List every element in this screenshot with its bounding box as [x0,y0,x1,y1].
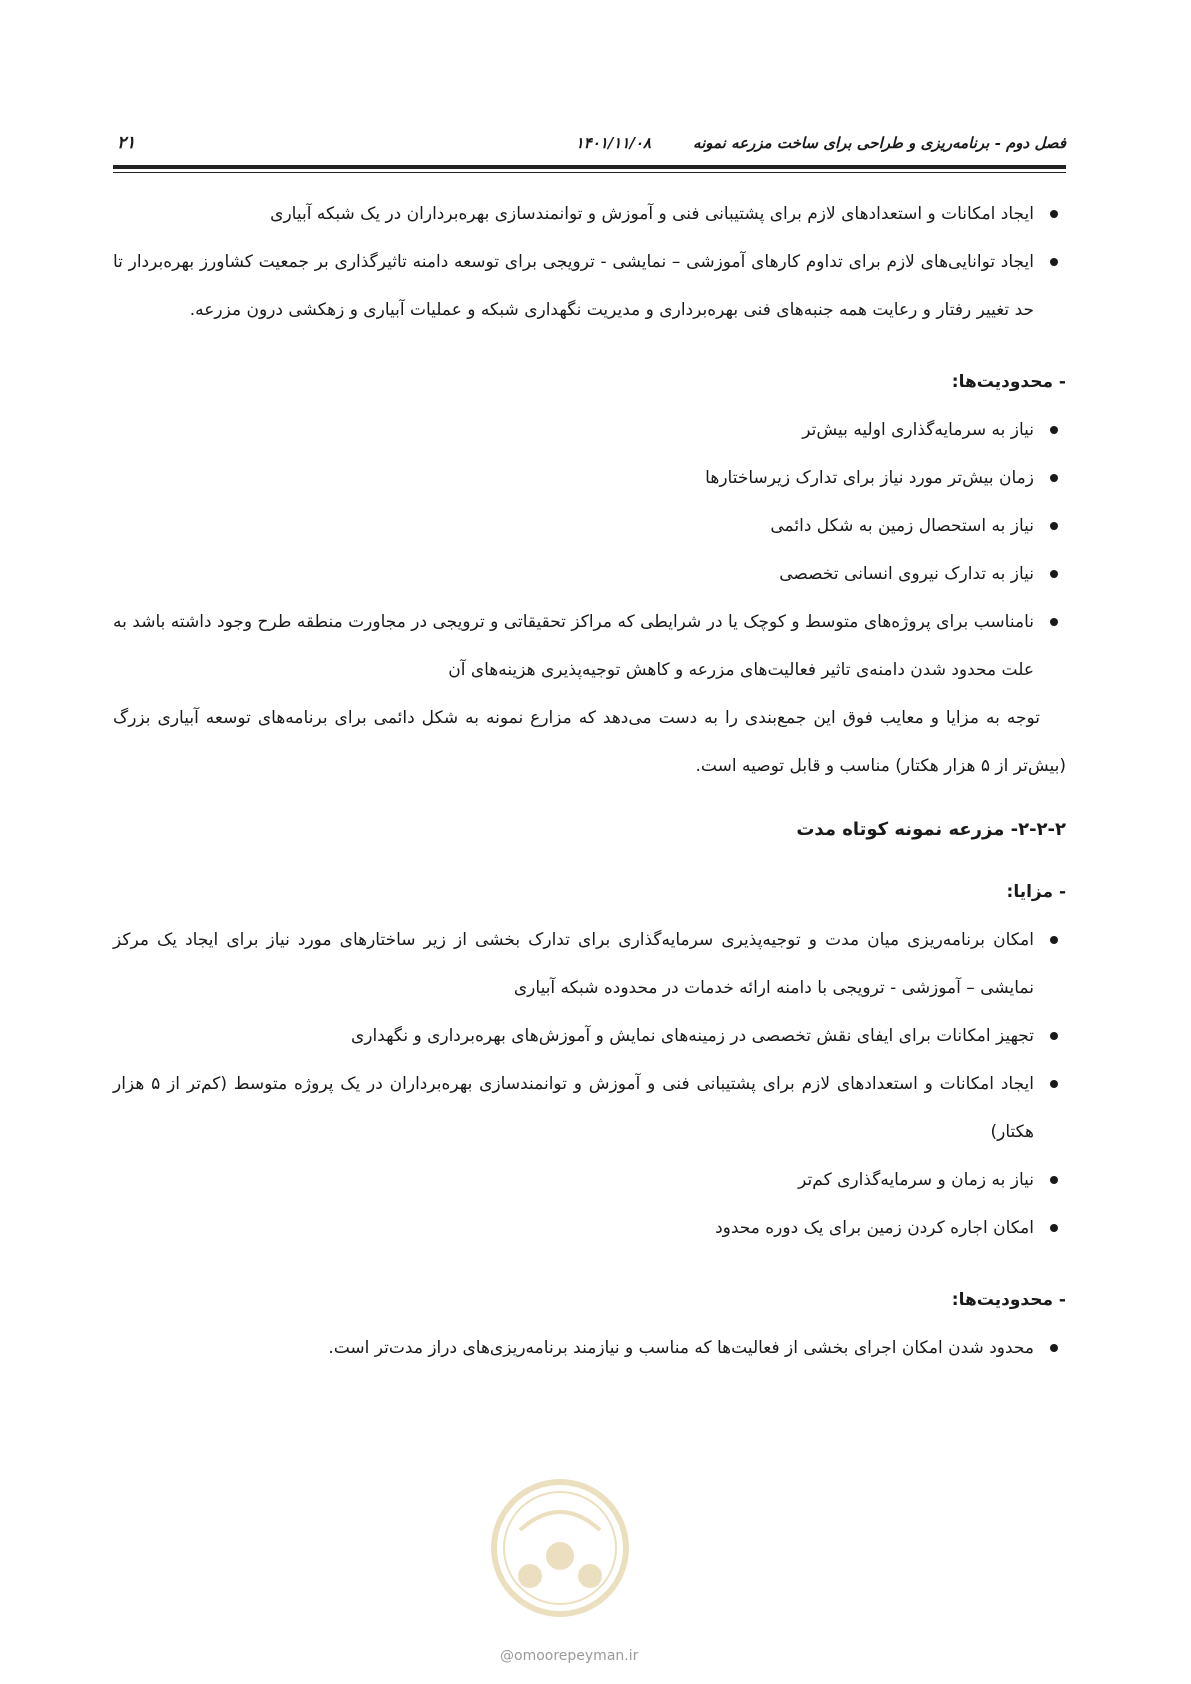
limitations-list-2 [113,1324,1066,1372]
list-item: نیاز به سرمایه‌گذاری اولیه بیش‌تر [113,406,1066,454]
top-bullet-list [113,190,1066,334]
advantages-list [113,916,1066,1252]
list-item: ایجاد توانایی‌های لازم برای تداوم کارهای آموزشی – نمایشی - ترویجی برای توسعه دامنه تاثیرگذاری بر جمعیت کشاورز بهره‌بردار تا حد تغییر رفتار و رعایت همه جنبه‌های فنی بهره‌برداری و مدیریت نگهداری شبکه و عملیات آبیاری و زهکشی درون مزرعه. [113,238,1066,334]
section-title: ۲-۲-۲- مزرعه نمونه کوتاه مدت [796,819,1066,840]
header-rule-thin [113,172,1066,173]
advantages-heading: - مزایا: [1006,882,1066,902]
list-item: نیاز به استحصال زمین به شکل دائمی [113,502,1066,550]
chapter-title: فصل دوم - برنامه‌ریزی و طراحی برای ساخت مزرعه نمونه [693,134,1066,152]
page-body [113,190,1066,1372]
summary-paragraph: توجه به مزایا و معایب فوق این جمع‌بندی را به دست می‌دهد که مزارع نمونه به شکل دائمی برای برنامه‌های توسعه آبیاری بزرگ (بیش‌تر از ۵ هزار هکتار) مناسب و قابل توصیه است. [113,708,1066,776]
list-item: امکان اجاره کردن زمین برای یک دوره محدود [113,1204,1066,1252]
limitations-heading: - محدودیت‌ها: [951,372,1066,392]
list-item: محدود شدن امکان اجرای بخشی از فعالیت‌ها که مناسب و نیازمند برنامه‌ریزی‌های دراز مدت‌تر است. [113,1324,1066,1372]
header-date: ۱۴۰۱/۱۱/۰۸ [575,134,651,152]
list-item: امکان برنامه‌ریزی میان مدت و توجیه‌پذیری سرمایه‌گذاری برای تدارک بخشی از زیر ساختارهای مورد نیاز برای ایجاد یک مرکز نمایشی – آموزشی - ترویجی با دامنه ارائه خدمات در محدوده شبکه آبیاری [113,916,1066,1012]
watermark-url: @omoorepeyman.ir [500,1648,639,1664]
limitations-heading-2: - محدودیت‌ها: [951,1290,1066,1310]
page-number: ۲۱ [117,133,136,153]
list-item: ایجاد امکانات و استعدادهای لازم برای پشتیبانی فنی و آموزش و توانمندسازی بهره‌برداران در یک پروژه متوسط (کم‌تر از ۵ هزار هکتار) [113,1060,1066,1156]
list-item: زمان بیش‌تر مورد نیاز برای تدارک زیرساختارها [113,454,1066,502]
list-item: نیاز به تدارک نیروی انسانی تخصصی [113,550,1066,598]
list-item: تجهیز امکانات برای ایفای نقش تخصصی در زمینه‌های نمایش و آموزش‌های بهره‌برداری و نگهداری [113,1012,1066,1060]
list-item: ایجاد امکانات و استعدادهای لازم برای پشتیبانی فنی و آموزش و توانمندسازی بهره‌برداران در یک شبکه آبیاری [113,190,1066,238]
limitations-list [113,406,1066,694]
list-item: نیاز به زمان و سرمایه‌گذاری کم‌تر [113,1156,1066,1204]
header-rule-thick [113,165,1066,169]
page-header [113,128,1066,162]
list-item: نامناسب برای پروژه‌های متوسط و کوچک یا در شرایطی که مراکز تحقیقاتی و ترویجی در مجاورت منطقه طرح وجود داشته باشد به علت محدود شدن دامنه‌ی تاثیر فعالیت‌های مزرعه و کاهش توجیه‌پذیری هزینه‌های آن [113,598,1066,694]
watermark-logo-icon [490,1458,630,1638]
